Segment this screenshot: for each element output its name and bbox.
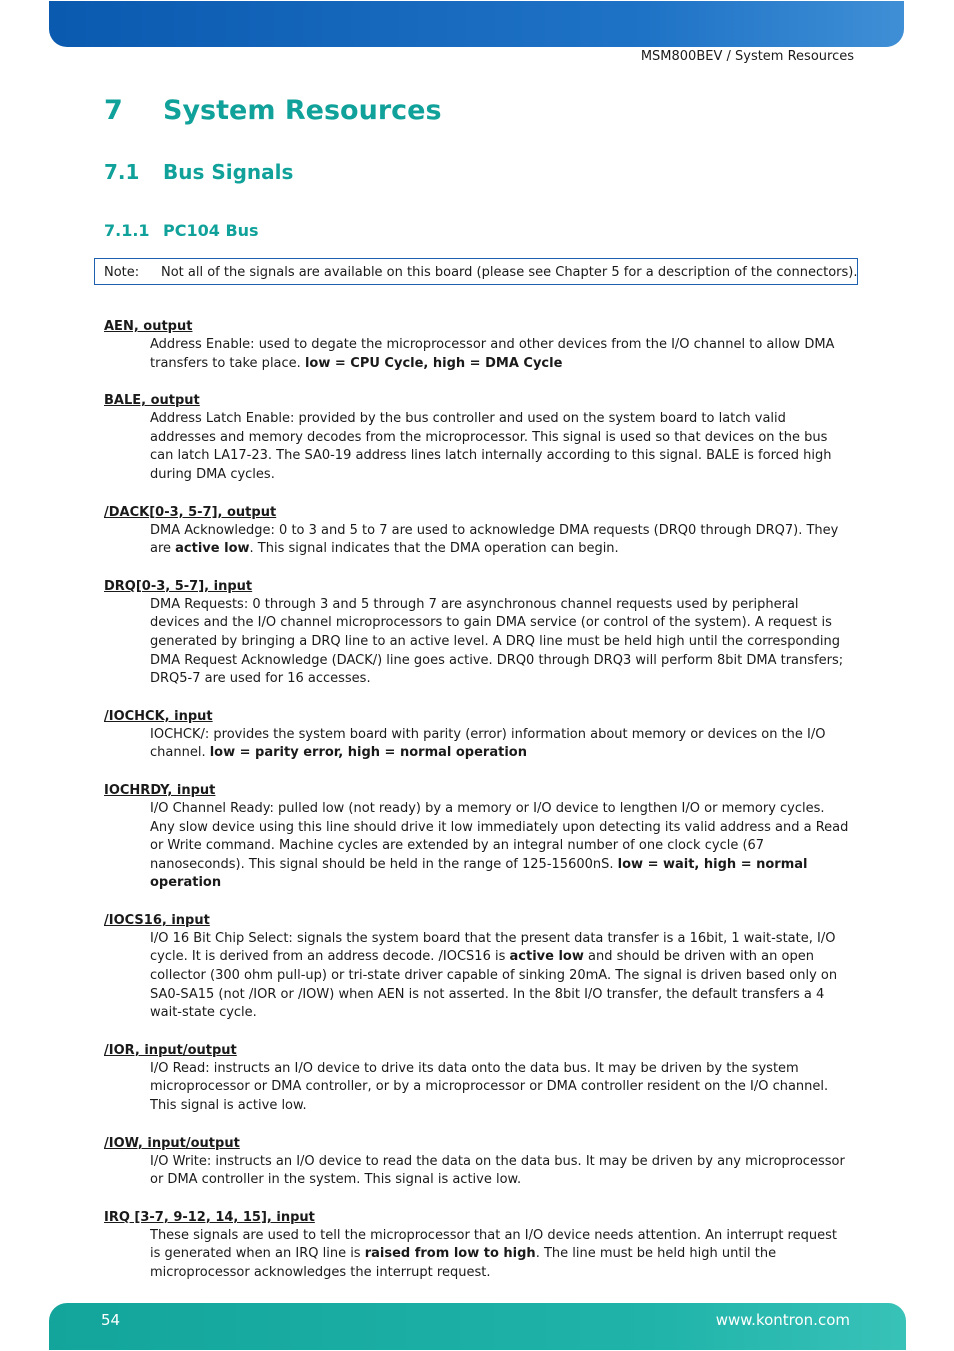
note-label: Note: bbox=[104, 265, 140, 280]
signal-entry bbox=[104, 707, 854, 763]
signal-description: I/O Channel Ready: pulled low (not ready) by a memory or I/O device to lengthen I/O or memory cycles. Any slow device using this line should drive it low immediately upon detecting its valid address and a Read or Write command. Machine cycles are extended by an integral number of one clock cycle (67 nanoseconds). This signal should be held in the range of 125-15600nS. low = wait, high = normal operation bbox=[150, 800, 849, 891]
signal-description: Address Latch Enable: provided by the bus controller and used on the system board to latch valid addresses and memory decodes from the microprocessor. This signal is used so that devices on the bus can latch LA17-23. The SA0-19 address lines latch internally according to this signal. BALE is forced high during DMA cycles. bbox=[150, 411, 832, 482]
chapter-heading bbox=[104, 95, 442, 126]
signal-description: Address Enable: used to degate the microprocessor and other devices from the I/O channel to allow DMA transfers to take place. low = CPU Cycle, high = DMA Cycle bbox=[150, 337, 835, 371]
signal-title: /IOCS16, input bbox=[104, 912, 210, 928]
signal-description: DMA Requests: 0 through 3 and 5 through 7 are asynchronous channel requests used by peripheral devices and the I/O channel microprocessors to gain DMA service (or control of the system). A request is generated by bringing a DRQ line to an active level. A DRQ line must be held high until the corresponding DMA Request Acknowledge (DACK/) line goes active. DRQ0 through DRQ3 will perform 8bit DMA transfers; DRQ5-7 are used for 16 accesses. bbox=[150, 596, 844, 687]
section-number: 7.1 bbox=[104, 160, 140, 184]
chapter-title: System Resources bbox=[163, 95, 442, 126]
subsection-heading bbox=[104, 221, 259, 240]
signal-title: /DACK[0-3, 5-7], output bbox=[104, 504, 277, 520]
footer-url[interactable]: www.kontron.com bbox=[715, 1311, 850, 1329]
signal-entry bbox=[104, 503, 854, 559]
signal-entry bbox=[104, 1134, 854, 1190]
section-heading bbox=[104, 160, 293, 184]
signal-title: /IOW, input/output bbox=[104, 1135, 240, 1151]
signal-title: /IOR, input/output bbox=[104, 1042, 237, 1058]
signal-description: IOCHCK/: provides the system board with parity (error) information about memory or devices on the I/O channel. low = parity error, high = normal operation bbox=[150, 726, 826, 761]
signal-list bbox=[104, 317, 854, 1301]
footer-bar bbox=[49, 1303, 906, 1350]
signal-entry bbox=[104, 1041, 854, 1116]
page-number: 54 bbox=[101, 1311, 121, 1329]
signal-description: I/O Read: instructs an I/O device to drive its data onto the data bus. It may be driven by the system microprocessor or DMA controller, or by a microprocessor or DMA controller resident on the I/O channel. This signal is active low. bbox=[150, 1060, 829, 1114]
signal-description: I/O 16 Bit Chip Select: signals the system board that the present data transfer is a 16bit, 1 wait-state, I/O cycle. It is derived from an address decode. /IOCS16 is active low and should be driven with an open collector (300 ohm pull-up) or tri-state driver capable of sinking 20mA. The signal is driven based only on SA0-SA15 (not /IOR or /IOW) when AEN is not asserted. In the 8bit I/O transfer, the default transfers a 4 wait-state cycle. bbox=[150, 930, 838, 1021]
signal-title: /IOCHCK, input bbox=[104, 708, 213, 724]
note-text: Not all of the signals are available on this board (please see Chapter 5 for a description of the connectors). bbox=[161, 265, 858, 280]
signal-entry bbox=[104, 911, 854, 1023]
chapter-number: 7 bbox=[104, 95, 123, 126]
signal-title: IOCHRDY, input bbox=[104, 782, 216, 798]
subsection-number: 7.1.1 bbox=[104, 221, 150, 240]
signal-entry bbox=[104, 781, 854, 893]
signal-title: AEN, output bbox=[104, 319, 193, 334]
signal-entry bbox=[104, 577, 854, 689]
signal-title: IRQ [3-7, 9-12, 14, 15], input bbox=[104, 1209, 315, 1225]
signal-entry bbox=[104, 1208, 854, 1283]
signal-entry bbox=[104, 391, 854, 484]
note-box bbox=[94, 258, 858, 285]
signal-title: DRQ[0-3, 5-7], input bbox=[104, 578, 253, 594]
subsection-title: PC104 Bus bbox=[163, 221, 259, 240]
header-bar bbox=[49, 1, 904, 47]
running-header: MSM800BEV / System Resources bbox=[640, 49, 854, 64]
signal-title: BALE, output bbox=[104, 393, 200, 409]
signal-description: I/O Write: instructs an I/O device to read the data on the data bus. It may be driven by any microprocessor or DMA controller in the system. This signal is active low. bbox=[150, 1153, 845, 1188]
signal-entry bbox=[104, 317, 854, 373]
signal-description: DMA Acknowledge: 0 to 3 and 5 to 7 are used to acknowledge DMA requests (DRQ0 through DRQ7). They are active low. This signal indicates that the DMA operation can begin. bbox=[150, 522, 839, 557]
signal-description: These signals are used to tell the microprocessor that an I/O device needs attention. An interrupt request is generated when an IRQ line is raised from low to high. The line must be held high until the microprocessor acknowledges the interrupt request. bbox=[150, 1227, 837, 1280]
section-title: Bus Signals bbox=[163, 160, 294, 184]
